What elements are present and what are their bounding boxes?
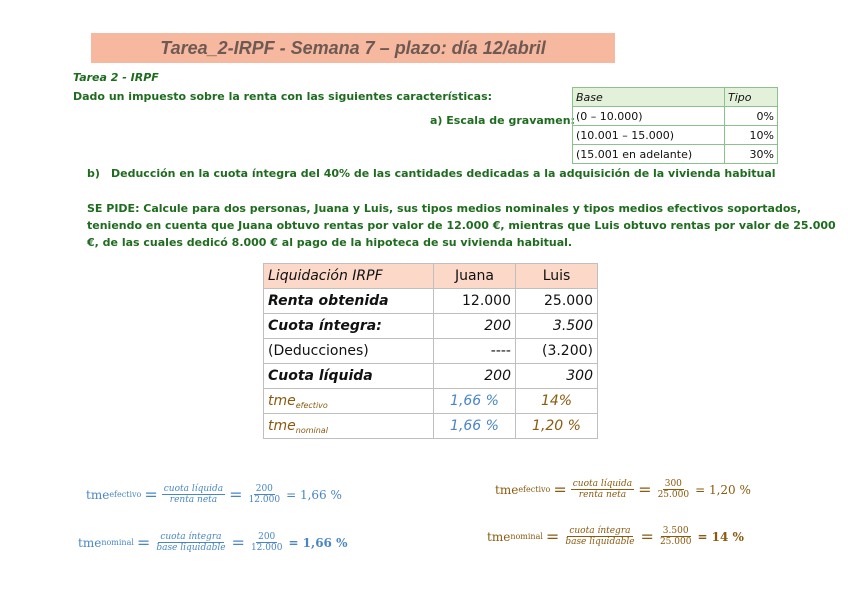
- scale-rate: 0%: [725, 107, 778, 126]
- scale-rate: 30%: [725, 145, 778, 164]
- fraction-numerator: cuota líquida: [163, 484, 224, 494]
- luis-value: 14%: [516, 389, 598, 414]
- formula-lhs: tme: [495, 482, 519, 497]
- table-row: [573, 107, 778, 126]
- formula-lhs: tme: [487, 529, 511, 544]
- row-label: [264, 389, 434, 414]
- table-row: [264, 389, 598, 414]
- header-concept: Liquidación IRPF: [264, 264, 434, 289]
- formula-luis-nominal: tme nominal = $\frac{\text{cuota íntegra}}{\text{base liquidable}}$ = $\frac{3.500}{25.000}$ = 14 %: [487, 526, 744, 547]
- row-label: [264, 414, 434, 439]
- page-title: Tarea_2-IRPF - Semana 7 – plazo: día 12/abril: [160, 37, 546, 58]
- luis-value: 3.500: [516, 314, 598, 339]
- fraction-numerator: cuota líquida: [572, 479, 633, 489]
- juana-value: ----: [434, 339, 516, 364]
- juana-value: 200: [434, 314, 516, 339]
- formula-subscript: nominal: [510, 532, 543, 541]
- scale-rate: 10%: [725, 126, 778, 145]
- formula-result: = 1,20 %: [695, 482, 751, 497]
- table-row: [264, 289, 598, 314]
- tme-label: tme: [268, 392, 296, 409]
- table-row: [264, 364, 598, 389]
- fraction-denominator: 25.000: [657, 490, 690, 500]
- scale-base: (10.001 – 15.000): [573, 126, 725, 145]
- formula-result: = 14 %: [697, 529, 744, 544]
- scale-label: a) Escala de gravamen:: [430, 114, 575, 127]
- fraction-numerator: cuota íntegra: [569, 526, 631, 536]
- question-line-2: teniendo en cuenta que Juana obtuvo rentas por valor de 12.000 €, mientras que Luis obtuvo rentas por valor de 25.000: [87, 219, 836, 232]
- row-label: Cuota íntegra:: [264, 314, 434, 339]
- formula-fraction: [571, 479, 634, 500]
- formula-value-fraction: [249, 532, 285, 553]
- table-row: [573, 145, 778, 164]
- formula-subscript: efectivo: [518, 485, 551, 494]
- fraction-numerator: 200: [258, 532, 276, 542]
- luis-value: (3.200): [516, 339, 598, 364]
- scale-base: (15.001 en adelante): [573, 145, 725, 164]
- fraction-numerator: 200: [255, 484, 273, 494]
- formula-lhs: tme: [78, 535, 102, 550]
- deduction-marker: b): [87, 167, 100, 180]
- fraction-denominator: 12.000: [248, 495, 281, 505]
- tme-subscript: efectivo: [295, 400, 328, 410]
- fraction-denominator: base liquidable: [565, 537, 635, 547]
- title-banner: [91, 33, 615, 63]
- table-row: [264, 339, 598, 364]
- formula-juana-efectivo: tme efectivo = $\frac{\text{cuota líquida}}{\text{renta neta}}$ = $\frac{200}{12.000}$ = 1,66 %: [86, 484, 342, 505]
- formula-value-fraction: [656, 479, 692, 500]
- header-base: Base: [573, 88, 725, 107]
- formula-value-fraction: [658, 526, 694, 547]
- fraction-denominator: 25.000: [659, 537, 692, 547]
- formula-subscript: nominal: [101, 538, 134, 547]
- juana-value: 1,66 %: [434, 389, 516, 414]
- juana-value: 12.000: [434, 289, 516, 314]
- formula-juana-nominal: tme nominal = $\frac{\text{cuota íntegra}}{\text{base liquidable}}$ = $\frac{200}{12.000}$ = 1,66 %: [78, 532, 348, 553]
- table-header-row: [264, 264, 598, 289]
- table-row: [573, 126, 778, 145]
- formula-subscript: efectivo: [109, 490, 142, 499]
- tme-subscript: nominal: [295, 425, 328, 435]
- header-juana: Juana: [434, 264, 516, 289]
- fraction-numerator: cuota íntegra: [160, 532, 222, 542]
- table-row: [264, 414, 598, 439]
- deduction-text: Deducción en la cuota íntegra del 40% de las cantidades dedicadas a la adquisición de la vivienda habitual: [111, 167, 776, 180]
- question-line-1: SE PIDE: Calcule para dos personas, Juana y Luis, sus tipos medios nominales y tipos medios efectivos soportados,: [87, 202, 802, 215]
- fraction-denominator: renta neta: [578, 490, 627, 500]
- fraction-numerator: 300: [664, 479, 682, 489]
- formula-result: = 1,66 %: [286, 487, 342, 502]
- luis-value: 300: [516, 364, 598, 389]
- luis-value: 1,20 %: [516, 414, 598, 439]
- formula-value-fraction: [247, 484, 283, 505]
- tax-scale-table: [572, 87, 778, 164]
- juana-value: 200: [434, 364, 516, 389]
- table-row: [264, 314, 598, 339]
- fraction-denominator: base liquidable: [156, 543, 226, 553]
- header-tipo: Tipo: [725, 88, 778, 107]
- scale-base: (0 – 10.000): [573, 107, 725, 126]
- question-line-3: €, de las cuales dedicó 8.000 € al pago de la hipoteca de su vivienda habitual.: [87, 236, 573, 249]
- juana-value: 1,66 %: [434, 414, 516, 439]
- formula-luis-efectivo: tme efectivo = $\frac{\text{cuota líquida}}{\text{renta neta}}$ = $\frac{300}{25.000}$ = 1,20 %: [495, 479, 751, 500]
- row-label: (Deducciones): [264, 339, 434, 364]
- tme-label: tme: [268, 417, 296, 434]
- luis-value: 25.000: [516, 289, 598, 314]
- intro-text: Dado un impuesto sobre la renta con las siguientes características:: [73, 90, 493, 103]
- formula-lhs: tme: [86, 487, 110, 502]
- fraction-denominator: 12.000: [250, 543, 283, 553]
- row-label: Cuota líquida: [264, 364, 434, 389]
- fraction-denominator: renta neta: [169, 495, 218, 505]
- liquidation-table: [263, 263, 598, 439]
- task-label: Tarea 2 - IRPF: [73, 71, 159, 84]
- header-luis: Luis: [516, 264, 598, 289]
- row-label: Renta obtenida: [264, 289, 434, 314]
- fraction-numerator: 3.500: [662, 526, 689, 536]
- formula-fraction: [154, 532, 227, 553]
- formula-result: = 1,66 %: [288, 535, 348, 550]
- formula-fraction: [162, 484, 225, 505]
- table-header-row: [573, 88, 778, 107]
- formula-fraction: [563, 526, 636, 547]
